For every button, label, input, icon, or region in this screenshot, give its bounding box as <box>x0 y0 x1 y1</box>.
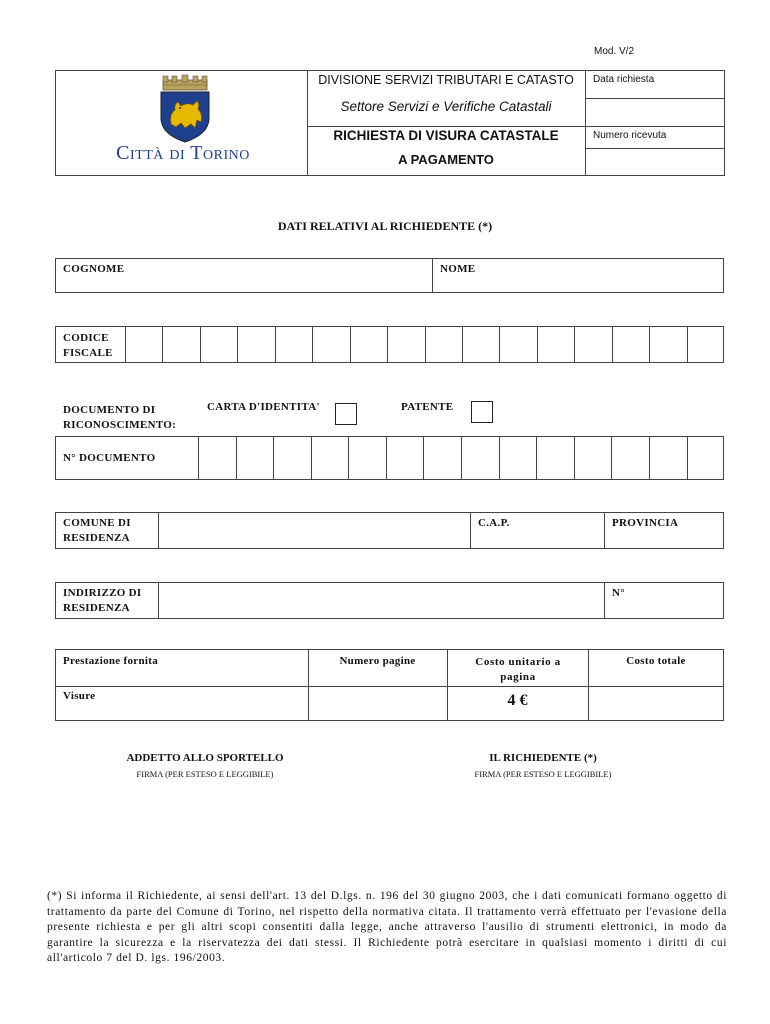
address-label-1: INDIRIZZO DI <box>63 587 142 599</box>
tax-code-cell[interactable] <box>687 326 724 363</box>
street-number-label: N° <box>612 587 625 599</box>
clerk-signature-title: ADDETTO ALLO SPORTELLO <box>126 752 284 764</box>
document-number-cells[interactable] <box>198 436 724 480</box>
receipt-number-label: Numero ricevuta <box>593 130 667 141</box>
document-number-cell[interactable] <box>499 436 537 480</box>
tax-code-label-1: CODICE <box>63 332 109 344</box>
privacy-footnote: (*) Si informa il Richiedente, ai sensi dell'art. 13 del D.lgs. n. 196 del 30 giugno 2003, che i dati comunicati formano oggetto di trattamento da parte del Comune di Torino, nel rispetto della normativa citata. Il trattamento verrà effettuato per l'evasione della presente richiesta e per gli altri scopi consentiti dalla legge, anche attraverso l'ausilio di strumenti elettronici, in modo da garantire la sicurezza e la riservatezza dei dati stessi. Il Richiedente potrà esercitare in qualsiasi momento i diritti di cui all'articolo 7 del D. lgs. 196/2003. <box>47 890 727 965</box>
surname-label: COGNOME <box>63 263 125 275</box>
tax-code-cell[interactable] <box>125 326 162 363</box>
tax-code-cell[interactable] <box>462 326 499 363</box>
address-field[interactable] <box>159 583 603 618</box>
city-logo-text: Città di Torino <box>116 142 250 164</box>
document-number-cell[interactable] <box>461 436 499 480</box>
document-number-label: N° DOCUMENTO <box>63 452 156 464</box>
city-residence-label-1: COMUNE DI <box>63 517 131 529</box>
address-label-2: RESIDENZA <box>63 602 130 614</box>
document-number-cell[interactable] <box>236 436 274 480</box>
form-title-line1: RICHIESTA DI VISURA CATASTALE <box>333 128 559 143</box>
cost-header-total: Costo totale <box>626 655 686 667</box>
sector-title: Settore Servizi e Verifiche Catastali <box>340 99 552 114</box>
identity-card-label: CARTA D'IDENTITA' <box>207 401 320 413</box>
tax-code-cell[interactable] <box>612 326 649 363</box>
document-number-cell[interactable] <box>386 436 424 480</box>
name-field[interactable] <box>433 259 723 292</box>
applicant-signature-field[interactable] <box>428 785 658 825</box>
name-label: NOME <box>440 263 476 275</box>
tax-code-label-2: FISCALE <box>63 347 113 359</box>
date-request-label: Data richiesta <box>593 74 655 85</box>
tax-code-cell[interactable] <box>200 326 237 363</box>
clerk-signature-field[interactable] <box>90 785 320 825</box>
identity-card-checkbox[interactable] <box>335 403 357 425</box>
tax-code-cell[interactable] <box>425 326 462 363</box>
postal-code-field[interactable] <box>471 513 603 548</box>
applicant-signature-subtitle: FIRMA (PER ESTESO E LEGGIBILE) <box>474 769 612 779</box>
form-code: Mod. V/2 <box>594 46 635 57</box>
tax-code-cell[interactable] <box>312 326 349 363</box>
applicant-signature-title: IL RICHIEDENTE (*) <box>489 752 597 764</box>
document-number-cell[interactable] <box>423 436 461 480</box>
driving-license-label: PATENTE <box>401 401 454 413</box>
document-number-cell[interactable] <box>198 436 236 480</box>
document-number-cell[interactable] <box>311 436 349 480</box>
cost-header-service: Prestazione fornita <box>63 655 158 667</box>
document-number-cell[interactable] <box>649 436 687 480</box>
province-label: PROVINCIA <box>612 517 679 529</box>
document-number-cell[interactable] <box>574 436 612 480</box>
id-document-label-1: DOCUMENTO DI <box>63 404 156 416</box>
cost-row-total-field[interactable] <box>589 687 723 720</box>
cost-header-pages: Numero pagine <box>339 655 416 667</box>
street-number-field[interactable] <box>605 583 723 618</box>
cost-row-unit-cost: 4 € <box>507 692 528 709</box>
tax-code-cell[interactable] <box>499 326 536 363</box>
driving-license-checkbox[interactable] <box>471 401 493 423</box>
tax-code-cell[interactable] <box>649 326 686 363</box>
tax-code-cell[interactable] <box>275 326 312 363</box>
tax-code-cell[interactable] <box>350 326 387 363</box>
postal-code-label: C.A.P. <box>478 517 510 529</box>
province-field[interactable] <box>605 513 723 548</box>
section-title: DATI RELATIVI AL RICHIEDENTE (*) <box>277 219 493 233</box>
clerk-signature-subtitle: FIRMA (PER ESTESO E LEGGIBILE) <box>136 769 274 779</box>
id-document-label-2: RICONOSCIMENTO: <box>63 419 177 431</box>
form-title-line2: A PAGAMENTO <box>398 152 494 167</box>
tax-code-cell[interactable] <box>537 326 574 363</box>
city-logo <box>145 74 225 144</box>
tax-code-cell[interactable] <box>237 326 274 363</box>
receipt-number-field[interactable] <box>586 149 724 175</box>
document-number-cell[interactable] <box>273 436 311 480</box>
division-title: DIVISIONE SERVIZI TRIBUTARI E CATASTO <box>318 73 574 87</box>
coat-of-arms-icon <box>145 74 225 144</box>
city-residence-field[interactable] <box>159 513 469 548</box>
document-number-cell[interactable] <box>687 436 725 480</box>
cost-row-service: Visure <box>63 690 96 702</box>
document-number-cell[interactable] <box>536 436 574 480</box>
tax-code-cell[interactable] <box>574 326 611 363</box>
document-number-cell[interactable] <box>611 436 649 480</box>
tax-code-cell[interactable] <box>162 326 199 363</box>
surname-field[interactable] <box>56 259 431 292</box>
tax-code-cell[interactable] <box>387 326 424 363</box>
tax-code-cells[interactable] <box>125 326 724 363</box>
document-number-cell[interactable] <box>348 436 386 480</box>
cost-row-pages-field[interactable] <box>309 687 446 720</box>
date-request-field[interactable] <box>586 99 724 126</box>
city-residence-label-2: RESIDENZA <box>63 532 130 544</box>
cost-header-unit-cost: Costo unitario a pagina <box>475 656 561 683</box>
